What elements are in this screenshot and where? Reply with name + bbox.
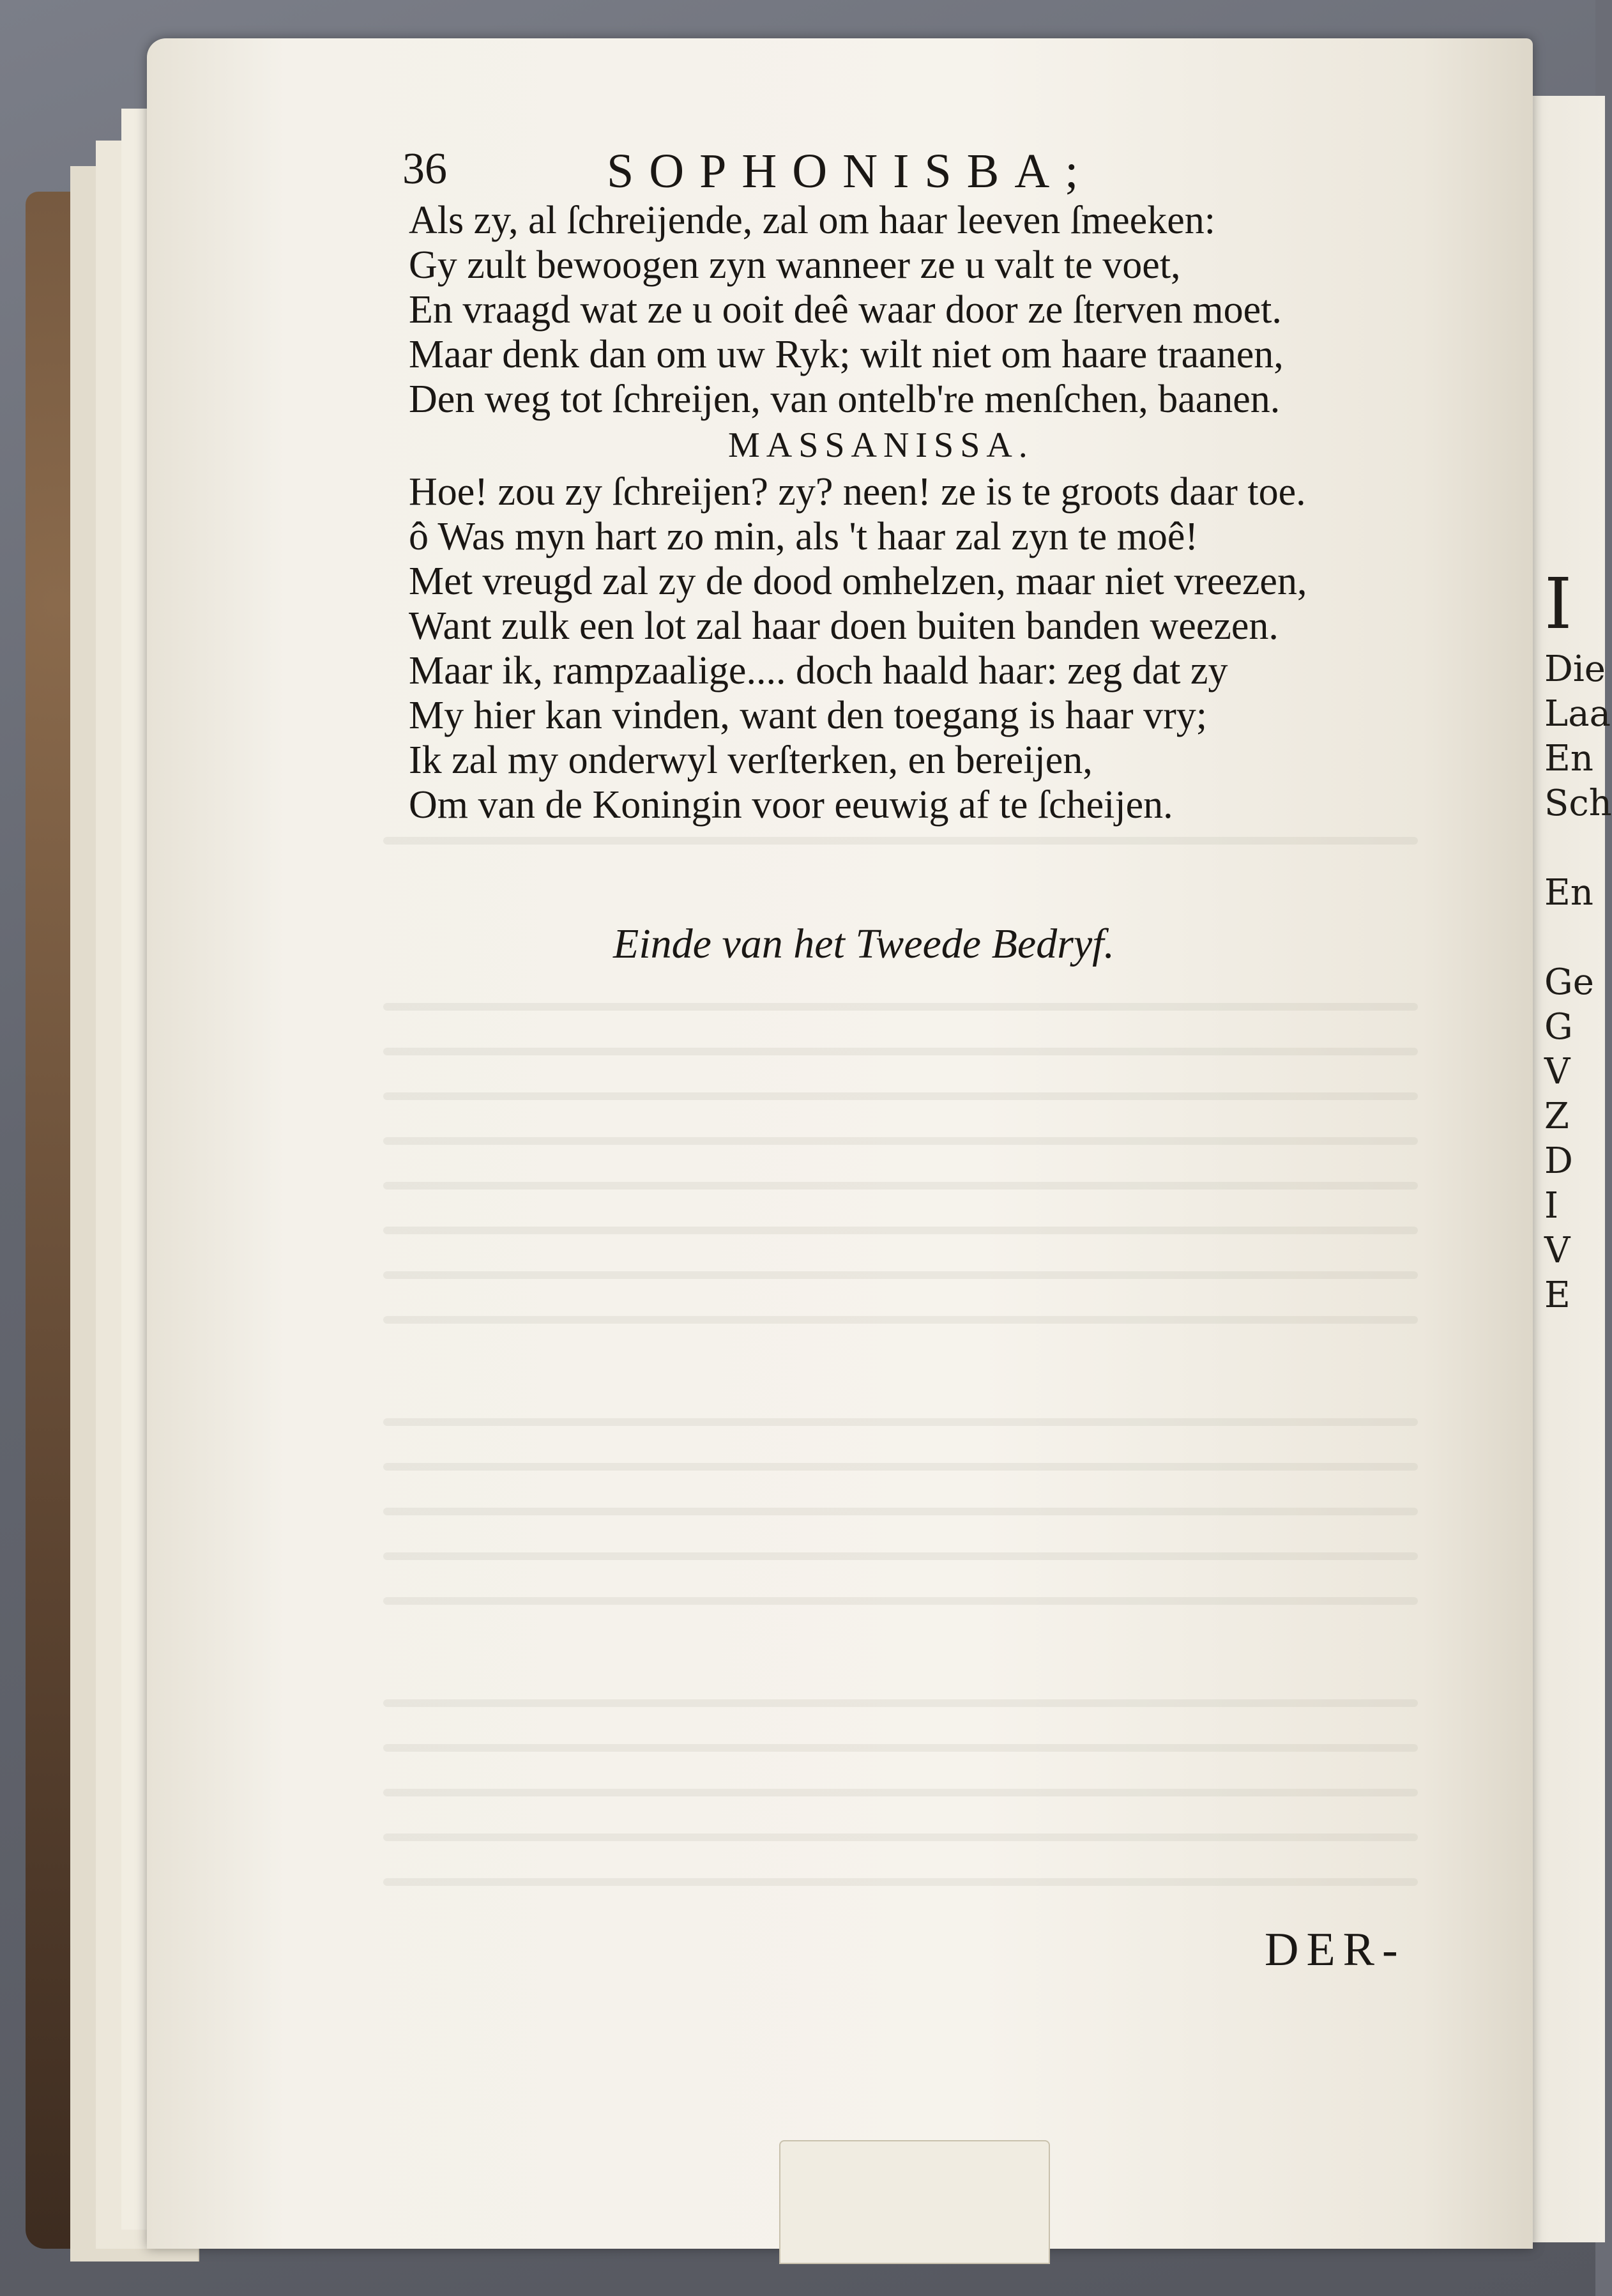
verse-line: Als zy, al ſchreijende, zal om haar leeven ſmeeken: (409, 199, 1215, 242)
facing-page-fragment: I (1544, 563, 1572, 645)
act-end-line: Einde van het Tweede Bedryf. (613, 921, 1115, 967)
show-through-line (383, 1463, 1418, 1471)
show-through-line (383, 1227, 1418, 1234)
verse-line: Want zulk een lot zal haar doen buiten banden weezen. (409, 604, 1279, 648)
facing-page-fragment: G (1544, 1006, 1573, 1048)
facing-page-fragment: En (1544, 872, 1593, 914)
facing-page-fragment: V (1544, 1051, 1570, 1092)
show-through-line (383, 1316, 1418, 1324)
verse-line: Hoe! zou zy ſchreijen? zy? neen! ze is te groots daar toe. (409, 470, 1306, 514)
show-through-line (383, 1789, 1418, 1796)
facing-page-fragment: Ge (1544, 961, 1594, 1003)
show-through-line (383, 1182, 1418, 1190)
show-through-line (383, 1092, 1418, 1100)
verse-line: Gy zult bewoogen zyn wanneer ze u valt te voet, (409, 243, 1181, 287)
facing-page-fragment: V (1544, 1230, 1570, 1271)
facing-page-fragment: Sch (1544, 783, 1612, 824)
catchword: DER- (1265, 1924, 1406, 1976)
facing-page-fragment: E (1544, 1274, 1570, 1316)
verse-line: Met vreugd zal zy de dood omhelzen, maar niet vreezen, (409, 560, 1307, 603)
verse-line: En vraagd wat ze u ooit deê waar door ze ſterven moet. (409, 288, 1282, 332)
verse-line: Om van de Koningin voor eeuwig af te ſcheijen. (409, 783, 1173, 827)
show-through-line (383, 1508, 1418, 1515)
show-through-line (383, 1833, 1418, 1841)
show-through-line (383, 1048, 1418, 1055)
page-number: 36 (402, 144, 447, 194)
facing-page-fragment: Die (1544, 648, 1606, 690)
facing-page-fragment: En (1544, 738, 1593, 779)
show-through-line (383, 837, 1418, 845)
facing-page-fragment: Z (1544, 1096, 1569, 1137)
show-through-line (383, 1597, 1418, 1605)
show-through-line (383, 1271, 1418, 1279)
show-through-line (383, 1699, 1418, 1707)
verse-line: Ik zal my onderwyl verſterken, en bereijen, (409, 739, 1093, 782)
show-through-line (383, 1137, 1418, 1145)
running-title: SOPHONISBA; (607, 144, 1094, 198)
show-through-line (383, 1878, 1418, 1886)
verse-line: Maar denk dan om uw Ryk; wilt niet om haare traanen, (409, 333, 1284, 376)
show-through-line (383, 1744, 1418, 1752)
verse-line: ô Was myn hart zo min, als 't haar zal zyn te moê! (409, 515, 1199, 558)
speaker-name: MASSANISSA. (728, 425, 1034, 465)
facing-page-fragment: D (1544, 1140, 1573, 1182)
verse-line: Maar ik, rampzaalige.... doch haald haar: zeg dat zy (409, 649, 1228, 693)
show-through-line (383, 1003, 1418, 1011)
verse-line: My hier kan vinden, want den toegang is haar vry; (409, 694, 1207, 737)
facing-page-fragment: I (1544, 1185, 1559, 1227)
show-through-line (383, 1418, 1418, 1426)
verse-line: Den weg tot ſchreijen, van ontelb're menſchen, baanen. (409, 378, 1281, 421)
show-through-line (383, 1552, 1418, 1560)
facing-page-fragment: Laa (1544, 693, 1611, 735)
torn-page-tab (779, 2140, 1050, 2264)
